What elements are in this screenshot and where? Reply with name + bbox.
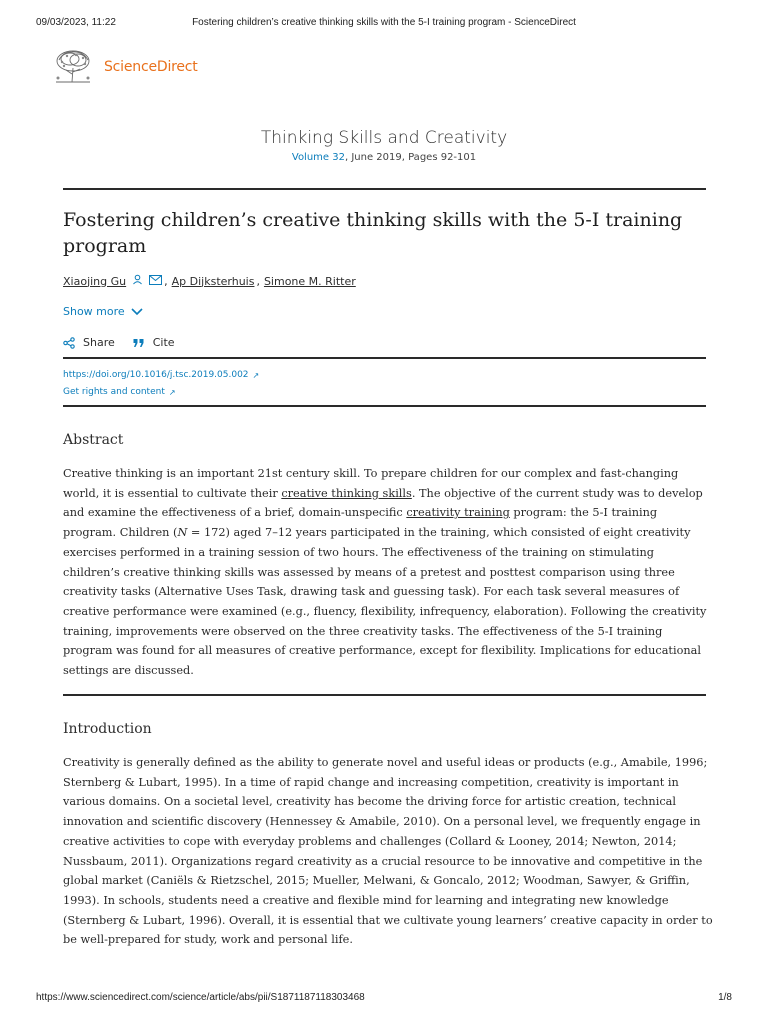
print-page-title: Fostering children’s creative thinking skills with the 5-I training program - ScienceDirect [192, 17, 576, 28]
print-url: https://www.sciencedirect.com/science/article/abs/pii/S1871187118303468 [36, 992, 365, 1003]
brand-name: ScienceDirect [104, 59, 198, 75]
rights-link[interactable] [63, 384, 259, 401]
author-list [63, 274, 356, 288]
abstract-heading: Abstract [63, 432, 124, 448]
author-separator: , [164, 274, 168, 288]
author-link[interactable]: Ap Dijksterhuis [171, 274, 255, 288]
external-link-icon: ↗ [168, 388, 176, 397]
person-icon[interactable] [132, 274, 143, 288]
introduction-heading: Introduction [63, 721, 152, 737]
share-icon [63, 337, 75, 349]
show-more-label: Show more [63, 305, 125, 318]
volume-link[interactable]: Volume 32 [291, 152, 345, 163]
abstract-part: program: the 5-I training program. Children ( [63, 506, 658, 540]
doi-link[interactable] [63, 367, 259, 384]
creativity-training-link[interactable]: creativity training [406, 506, 510, 520]
elsevier-tree-icon [50, 48, 96, 86]
email-icon[interactable] [149, 275, 162, 288]
article-title: Fostering children’s creative thinking skills with the 5-I training program [63, 209, 683, 257]
author-separator: , [256, 274, 260, 288]
divider [63, 357, 706, 359]
abstract-part: Creative thinking is an important 21st century skill. To prepare children for our complex and fast-changing world, it is essential to cultivate their [63, 467, 679, 500]
introduction-text: Creativity is generally defined as the ability to generate novel and useful ideas or products (e.g., Amabile, 1996; Sternberg & Lubart, 1995). In a time of rapid change and increasing competition, creativity is important in various domains. On a societal level, creativity has become the driving force for artistic creation, technical innovation and scientific discovery (Hennessey & Amabile, 2010). On a personal level, we frequently engage in creative activities to cope with everyday problems and challenges (Collard & Looney, 2014; Newton, 2014; Nussbaum, 2011). Organizations regard creativity as a crucial resource to be innovative and competitive in the global market (Caniëls & Rietzschel, 2015; Mueller, Melwani, & Goncalo, 2012; Woodman, Sawyer, & Griffin, 1993). In schools, students need a creative and flexible mind for learning and integrating new knowledge (Sternberg & Lubart, 1996). Overall, it is essential that we cultivate young learners’ creative capacity in order to be well-prepared for study, work and personal life. [63, 756, 713, 947]
divider [63, 694, 706, 696]
cite-label: Cite [152, 336, 175, 349]
abstract-part: . The objective of the current study was to develop and examine the effectiveness of a brief, domain-unspecific [63, 486, 703, 520]
divider [63, 405, 706, 407]
external-link-icon: ↗ [252, 371, 260, 380]
print-date: 09/03/2023, 11:22 [36, 17, 116, 28]
doi-text: https://doi.org/10.1016/j.tsc.2019.05.002 [63, 370, 249, 380]
journal-info [0, 128, 768, 163]
print-footer [36, 992, 732, 1006]
n-symbol: N [177, 526, 188, 540]
share-button[interactable] [63, 336, 115, 349]
issue-details: , June 2019, Pages 92-101 [344, 152, 477, 163]
chevron-down-icon [131, 308, 143, 316]
sciencedirect-logo[interactable] [50, 47, 198, 87]
divider [63, 188, 706, 190]
author-link[interactable]: Simone M. Ritter [263, 274, 356, 288]
abstract-part: = 172) aged 7–12 years participated in the training, which consisted of eight creativity exercises performed in a training session of two hours. The effectiveness of the training on stimulating children’s creative thinking skills was assessed by means of a pretest and posttest comparison using three creativity tasks (Alternative Uses Task, drawing task and guessing task). For each task several measures of creative performance were examined (e.g., fluency, flexibility, infrequency, elaboration). Following the creativity training, improvements were observed on the three creativity tasks. The effectiveness of the 5-I training program was found for all measures of creative performance, except for flexibility. Implications for educational settings are discussed. [63, 526, 707, 678]
abstract-text [63, 464, 713, 681]
print-header [36, 17, 732, 31]
show-more-button[interactable] [63, 305, 143, 318]
journal-title[interactable]: Thinking Skills and Creativity [260, 128, 508, 148]
rights-text: Get rights and content [63, 387, 165, 397]
article-actions [63, 336, 193, 349]
author-link[interactable]: Xiaojing Gu [63, 274, 127, 288]
page-number: 1/8 [718, 992, 732, 1003]
share-label: Share [83, 336, 115, 349]
cite-button[interactable] [133, 336, 175, 349]
creative-thinking-skills-link[interactable]: creative thinking skills [281, 486, 412, 500]
article-links [63, 367, 259, 401]
quote-icon [133, 338, 145, 348]
issue-info [0, 152, 768, 163]
